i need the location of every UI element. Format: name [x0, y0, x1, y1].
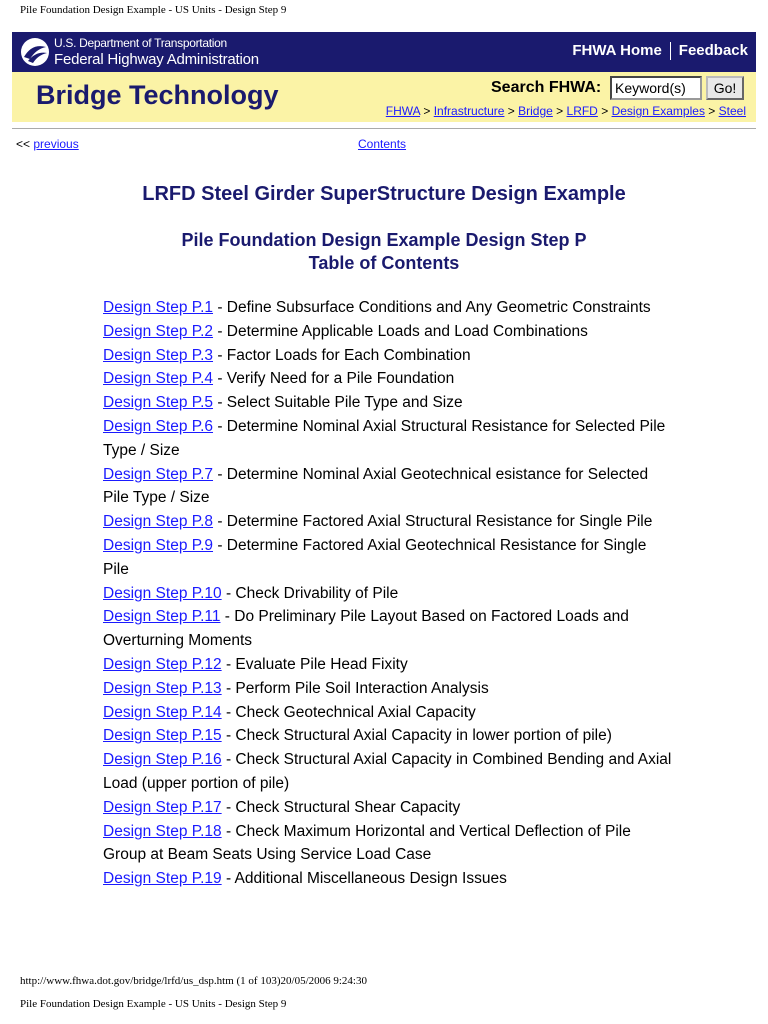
toc-item [103, 367, 673, 391]
go-button[interactable]: Go! [706, 76, 744, 100]
toc-item [103, 653, 673, 677]
dot-logo-icon [20, 37, 50, 67]
toc-link[interactable]: Design Step P.14 [103, 703, 222, 721]
toc-item [103, 582, 673, 606]
print-footer-url: http://www.fhwa.dot.gov/bridge/lrfd/us_dsp.htm (1 of 103)20/05/2006 9:24:30 [20, 975, 367, 987]
toc-link[interactable]: Design Step P.18 [103, 822, 222, 840]
header-divider [12, 128, 756, 129]
breadcrumb-lrfd[interactable]: LRFD [566, 104, 598, 118]
page-title: LRFD Steel Girder SuperStructure Design Example [142, 183, 626, 205]
toc-link[interactable]: Design Step P.10 [103, 584, 222, 602]
section-title[interactable]: Bridge Technology [36, 80, 279, 110]
toc-item [103, 701, 673, 725]
toc-link[interactable]: Design Step P.13 [103, 679, 222, 697]
print-footer-title: Pile Foundation Design Example - US Units - Design Step 9 [20, 998, 287, 1010]
toc-link[interactable]: Design Step P.3 [103, 346, 214, 364]
breadcrumb-steel[interactable]: Steel [718, 104, 746, 118]
toc-description: - Select Suitable Pile Type and Size [213, 394, 463, 412]
toc-item [103, 391, 673, 415]
toc-link[interactable]: Design Step P.4 [103, 370, 214, 388]
fhwa-home-link[interactable]: FHWA Home [572, 42, 662, 59]
feedback-link[interactable]: Feedback [678, 42, 748, 59]
toc-link[interactable]: Design Step P.9 [103, 536, 214, 554]
toc-item [103, 463, 673, 511]
toc-link[interactable]: Design Step P.15 [103, 727, 222, 745]
breadcrumb-separator: > [601, 104, 609, 118]
toc-description: - Check Maximum Horizontal and Vertical Deflection of Pile Group at Beam Seats Using Service Load Case [103, 822, 631, 864]
breadcrumb-bridge[interactable]: Bridge [518, 104, 553, 118]
agency-banner [12, 32, 756, 72]
search-label: Search FHWA: [491, 79, 602, 96]
breadcrumb-design-examples[interactable]: Design Examples [611, 104, 705, 118]
toc-item [103, 415, 673, 463]
toc-item [103, 344, 673, 368]
toc-item [103, 820, 673, 868]
table-of-contents [103, 296, 673, 891]
toc-description: - Determine Factored Axial Geotechnical Resistance for Single Pile [103, 536, 647, 578]
toc-item [103, 296, 673, 320]
previous-link[interactable]: previous [33, 137, 79, 151]
toc-item [103, 510, 673, 534]
previous-prefix: << [16, 137, 34, 151]
toc-link[interactable]: Design Step P.2 [103, 322, 214, 340]
toc-description: - Perform Pile Soil Interaction Analysis [221, 679, 489, 697]
print-header: Pile Foundation Design Example - US Units - Design Step 9 [20, 4, 287, 16]
toc-description: - Additional Miscellaneous Design Issues [221, 870, 507, 888]
toc-item [103, 796, 673, 820]
top-links [572, 42, 748, 60]
breadcrumb-separator: > [507, 104, 515, 118]
toc-description: - Evaluate Pile Head Fixity [221, 655, 408, 673]
toc-link[interactable]: Design Step P.7 [103, 465, 214, 483]
breadcrumb-separator: > [556, 104, 564, 118]
toc-link[interactable]: Design Step P.17 [103, 798, 222, 816]
toc-description: - Verify Need for a Pile Foundation [213, 370, 455, 388]
toc-item [103, 867, 673, 891]
toc-description: - Determine Factored Axial Structural Resistance for Single Pile [213, 513, 653, 531]
section-banner [12, 72, 756, 122]
toc-link[interactable]: Design Step P.11 [103, 608, 221, 626]
search-input[interactable] [610, 76, 702, 100]
breadcrumb-fhwa[interactable]: FHWA [385, 104, 421, 118]
breadcrumb-separator: > [708, 104, 716, 118]
toc-link[interactable]: Design Step P.5 [103, 394, 214, 412]
toc-item [103, 724, 673, 748]
agency-name: Federal Highway Administration [54, 51, 259, 68]
subtitle-line1: Pile Foundation Design Example Design Step P [181, 230, 587, 250]
toc-link[interactable]: Design Step P.16 [103, 751, 222, 769]
previous-nav [16, 137, 79, 151]
toc-description: - Check Drivability of Pile [221, 584, 399, 602]
agency-department: U.S. Department of Transportation [54, 36, 227, 50]
toc-description: - Do Preliminary Pile Layout Based on Factored Loads and Overturning Moments [103, 608, 629, 650]
breadcrumb-infrastructure[interactable]: Infrastructure [433, 104, 505, 118]
breadcrumb [386, 104, 746, 118]
toc-link[interactable]: Design Step P.8 [103, 513, 214, 531]
toc-item [103, 534, 673, 582]
toc-link[interactable]: Design Step P.1 [103, 299, 214, 316]
toc-description: - Determine Applicable Loads and Load Combinations [213, 322, 588, 340]
toc-item [103, 605, 673, 653]
contents-link[interactable]: Contents [358, 137, 407, 151]
toc-link[interactable]: Design Step P.6 [103, 417, 214, 435]
contents-nav [358, 137, 406, 151]
toc-description: - Define Subsurface Conditions and Any Geometric Constraints [213, 299, 651, 316]
toc-description: - Check Structural Axial Capacity in Combined Bending and Axial Load (upper portion of pile) [103, 751, 672, 792]
toc-description: - Check Geotechnical Axial Capacity [221, 703, 476, 721]
toc-link[interactable]: Design Step P.12 [103, 655, 222, 673]
toc-item [103, 748, 673, 796]
toc-description: - Factor Loads for Each Combination [213, 346, 471, 364]
toc-description: - Check Structural Shear Capacity [221, 798, 461, 816]
toc-description: - Check Structural Axial Capacity in lower portion of pile) [221, 727, 612, 745]
toc-item [103, 677, 673, 701]
toc-link[interactable]: Design Step P.19 [103, 870, 222, 888]
toc-description: - Determine Nominal Axial Structural Resistance for Selected Pile Type / Size [103, 417, 666, 459]
link-separator [670, 42, 671, 60]
toc-description: - Determine Nominal Axial Geotechnical esistance for Selected Pile Type / Size [103, 465, 649, 507]
subtitle-line2: Table of Contents [308, 253, 460, 273]
toc-item [103, 320, 673, 344]
page-subtitle [0, 229, 768, 275]
breadcrumb-separator: > [423, 104, 431, 118]
